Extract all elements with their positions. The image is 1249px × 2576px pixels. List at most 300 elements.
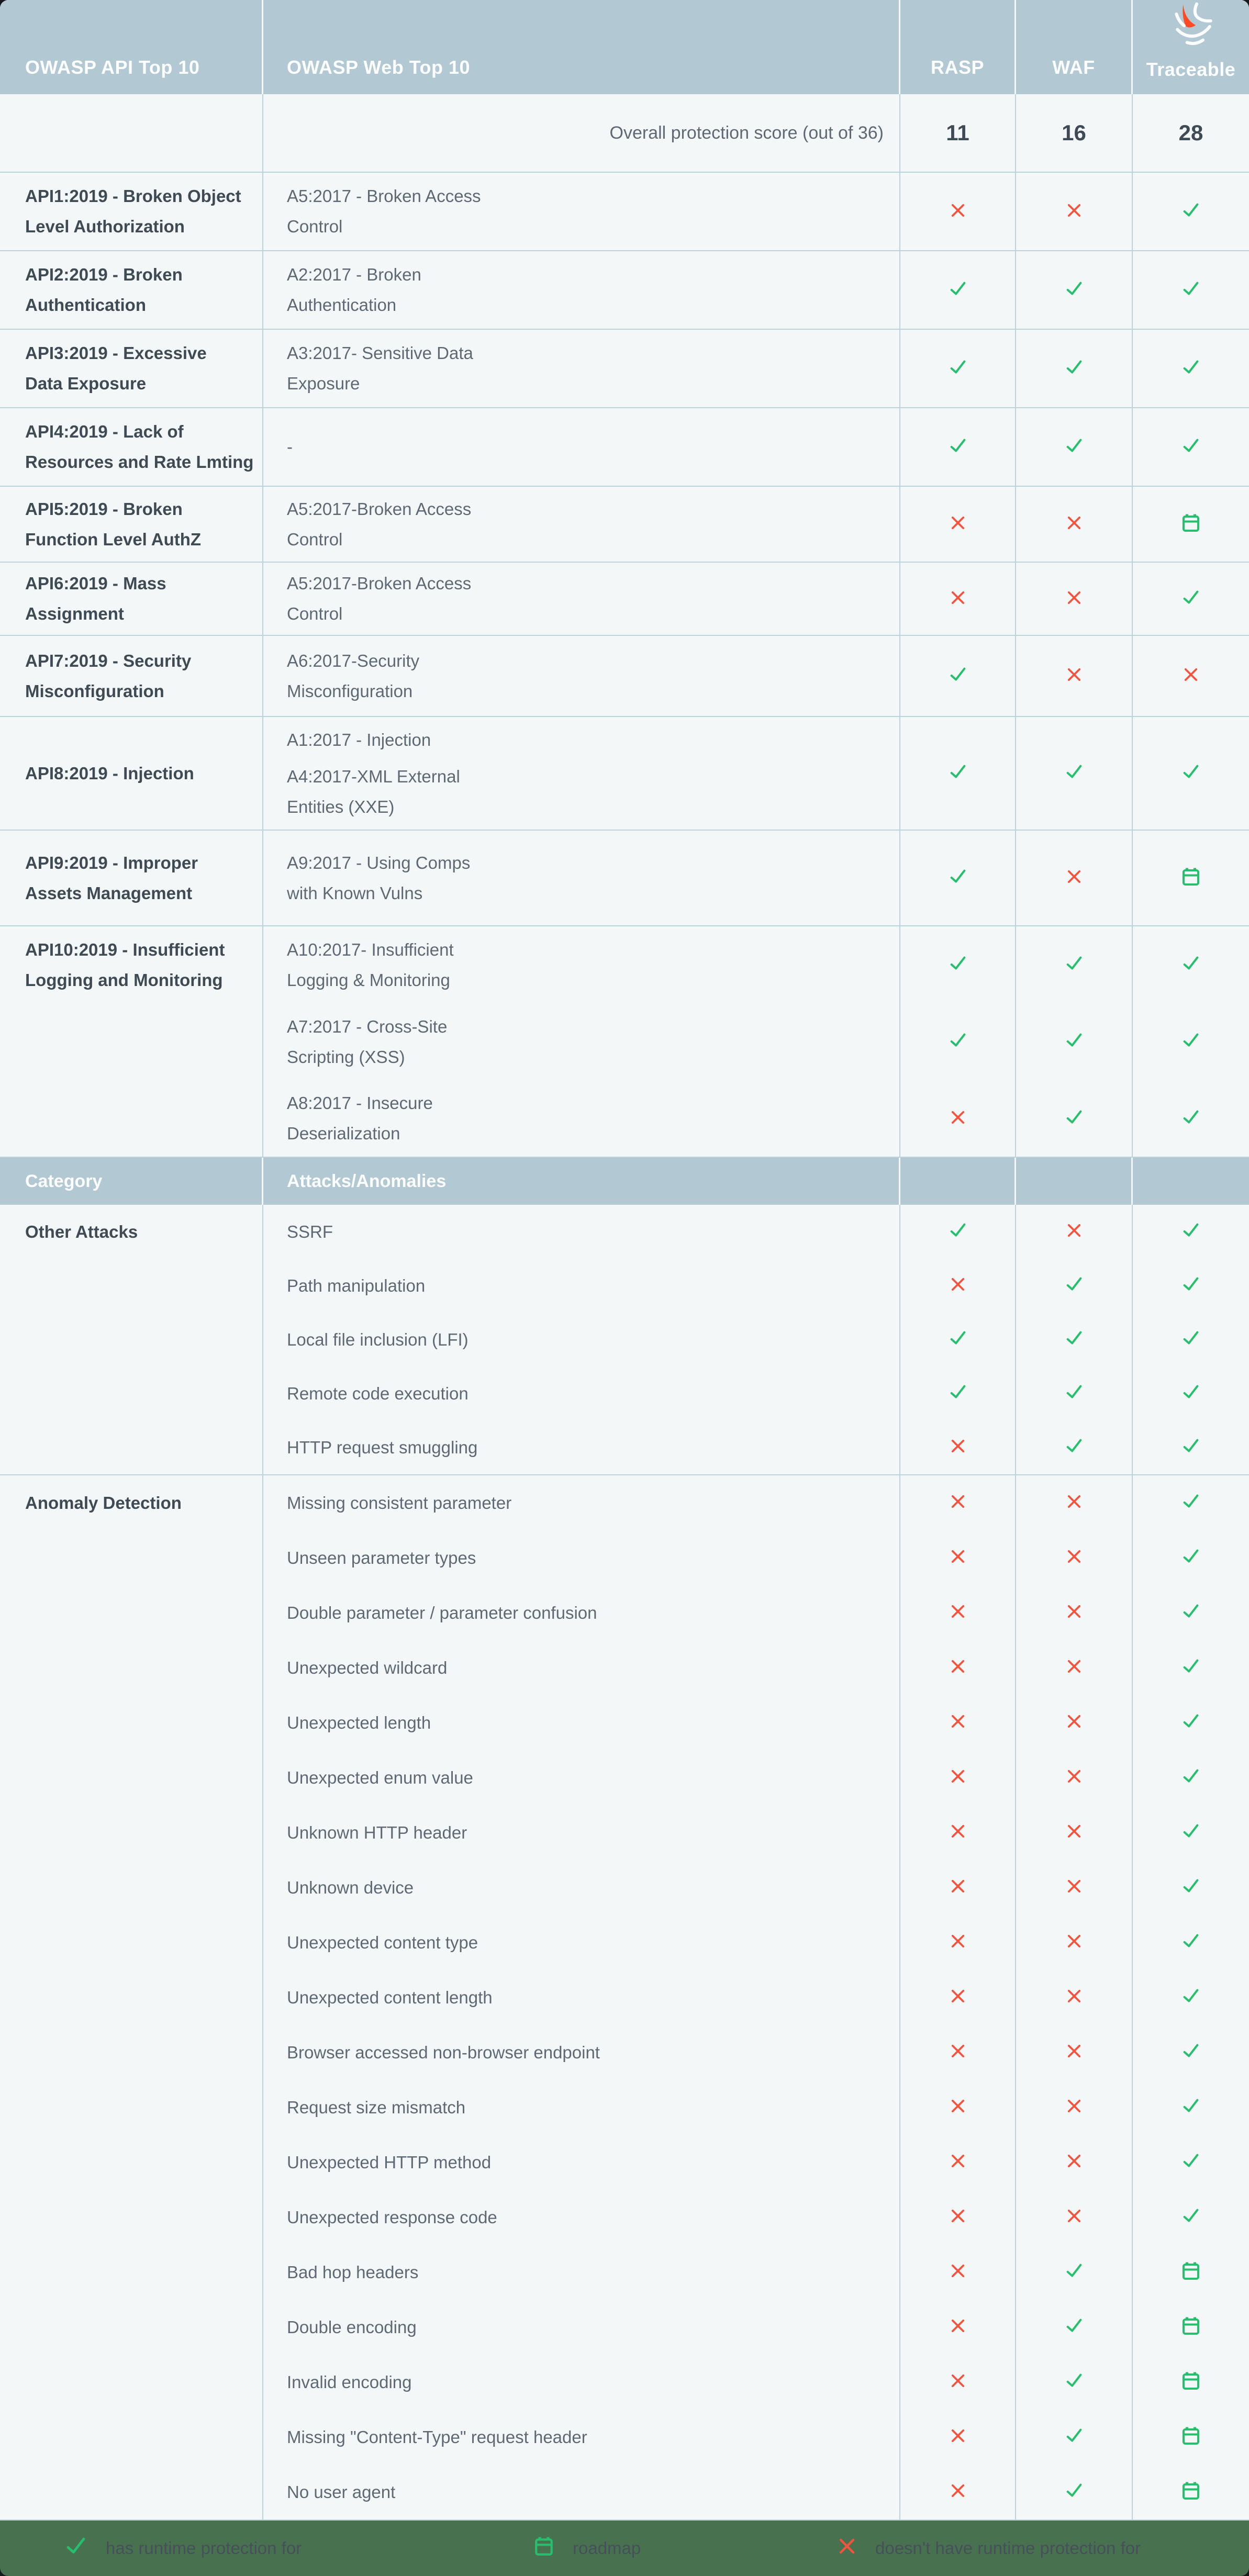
table-row-group [0,173,1249,251]
check-icon [1064,1107,1084,1130]
check-icon [1064,954,1084,976]
api-label: API10:2019 - Insufficient Logging and Monitoring [0,926,263,1157]
waf-mark [1016,1080,1133,1157]
check-icon [1181,1220,1201,1243]
traceable-mark [1133,926,1249,1003]
traceable-mark [1133,2190,1249,2245]
waf-mark [1016,926,1133,1003]
traceable-mark [1133,563,1249,635]
rasp-mark [900,2190,1016,2245]
traceable-header: Traceable [1146,59,1236,80]
attack-label: Invalid encoding [263,2355,900,2410]
table-row-group [0,831,1249,926]
cross-icon [949,2152,967,2172]
category-header-empty-rasp [900,1158,1016,1205]
cross-icon [949,2097,967,2118]
rasp-mark [900,1750,1016,1805]
header-cell-rasp [900,0,1016,94]
traceable-mark [1133,1970,1249,2025]
table-row-group [0,408,1249,487]
api-label: API8:2019 - Injection [0,717,263,830]
check-icon [1181,1436,1201,1459]
waf-mark [1016,1970,1133,2025]
traceable-mark [1133,1475,1249,1530]
rasp-mark [900,173,1016,250]
cross-icon [949,1987,967,2008]
traceable-mark [1133,1585,1249,1640]
check-icon [948,867,968,889]
legend-footer [0,2521,1249,2576]
check-icon [1181,1492,1201,1514]
traceable-mark [1133,408,1249,486]
attack-label: Unexpected content length [263,1970,900,2025]
rasp-mark [900,926,1016,1003]
table-header-row [0,0,1249,94]
rasp-mark [900,1003,1016,1080]
traceable-mark [1133,1313,1249,1367]
traceable-mark [1133,1530,1249,1585]
check-icon [1181,1821,1201,1844]
check-icon [948,1220,968,1243]
owasp-mapping-section [0,173,1249,1158]
check-icon [948,1031,968,1053]
waf-mark [1016,1585,1133,1640]
category-label: Other Attacks [0,1205,263,1474]
waf-mark [1016,1475,1133,1530]
attack-label: Request size mismatch [263,2080,900,2135]
attack-label: Unexpected content type [263,1915,900,1970]
cross-icon [1065,1822,1083,1843]
web-label: A6:2017-Security Misconfiguration [263,636,900,716]
waf-mark [1016,1313,1133,1367]
traceable-mark [1133,2300,1249,2355]
web-label: A8:2017 - Insecure Deserialization [263,1080,900,1157]
attack-label: Unseen parameter types [263,1530,900,1585]
cross-icon [1065,589,1083,609]
attack-label: Double parameter / parameter confusion [263,1585,900,1640]
api-label: API5:2019 - Broken Function Level AuthZ [0,487,263,562]
check-icon [948,357,968,380]
check-icon [948,436,968,458]
overall-score-label: Overall protection score (out of 36) [263,94,900,172]
cross-icon [1065,1712,1083,1733]
legend-roadmap-label: roadmap [573,2538,641,2558]
traceable-mark [1133,1003,1249,1080]
attack-label: Double encoding [263,2300,900,2355]
rasp-mark [900,1695,1016,1750]
category-header-empty-waf [1016,1158,1133,1205]
table-row-group [0,487,1249,563]
check-icon [1181,200,1201,223]
cross-icon [949,1877,967,1898]
cross-icon [949,2482,967,2502]
cross-icon [1065,1603,1083,1623]
roadmap-calendar-icon [533,2535,555,2561]
waf-mark [1016,2190,1133,2245]
traceable-mark [1133,2080,1249,2135]
waf-mark [1016,1860,1133,1915]
check-icon [1181,279,1201,301]
waf-mark [1016,831,1133,925]
attack-label: Browser accessed non-browser endpoint [263,2025,900,2080]
rasp-mark [900,251,1016,329]
traceable-mark [1133,1750,1249,1805]
traceable-mark [1133,831,1249,925]
check-icon [1181,1656,1201,1679]
waf-mark [1016,1750,1133,1805]
roadmap-calendar-icon [1180,2315,1201,2339]
table-row-group [0,636,1249,717]
waf-mark [1016,1420,1133,1474]
cross-icon [949,1493,967,1513]
check-icon [1064,1382,1084,1405]
waf-mark [1016,173,1133,250]
table-row-group [0,1205,1249,1475]
check-icon [1181,1382,1201,1405]
check-icon [1064,357,1084,380]
attack-label: Bad hop headers [263,2245,900,2300]
rasp-mark [900,2410,1016,2465]
cross-icon [837,2536,857,2561]
check-icon [1181,1931,1201,1954]
roadmap-calendar-icon [1180,866,1201,890]
roadmap-calendar-icon [1180,2260,1201,2284]
rasp-mark [900,1585,1016,1640]
web-label: A9:2017 - Using Comps with Known Vulns [263,831,900,925]
cross-icon [1065,1987,1083,2008]
check-icon [1181,2151,1201,2174]
check-icon [1181,1766,1201,1789]
legend-cross-item [837,2521,1141,2576]
traceable-mark [1133,717,1249,830]
header-cell-owasp-web [263,0,900,94]
cross-icon [949,2317,967,2337]
table-row-group [0,926,1249,1158]
category-header-cell [0,1158,263,1205]
roadmap-calendar-icon [1180,2425,1201,2449]
category-header-row [0,1158,1249,1205]
check-icon [1181,436,1201,458]
cross-icon [949,2427,967,2447]
api-label: API7:2019 - Security Misconfiguration [0,636,263,716]
waf-mark [1016,636,1133,716]
attack-label: Unexpected enum value [263,1750,900,1805]
cross-icon [949,1657,967,1678]
check-icon [948,665,968,687]
rasp-mark [900,2245,1016,2300]
check-icon [1181,954,1201,976]
traceable-mark [1133,2135,1249,2190]
traceable-mark [1133,1080,1249,1157]
cross-icon [1065,1493,1083,1513]
table-row-group [0,1475,1249,2521]
roadmap-calendar-icon [1180,512,1201,536]
cross-icon [1065,666,1083,686]
cross-icon [949,1822,967,1843]
cross-icon [949,1603,967,1623]
rasp-mark [900,2025,1016,2080]
web-label: A10:2017- Insufficient Logging & Monitoring [263,926,900,1003]
attack-label: Path manipulation [263,1259,900,1313]
category-header-empty-traceable [1133,1158,1249,1205]
traceable-mark [1133,2245,1249,2300]
check-icon [1064,2426,1084,2448]
rasp-mark [900,2135,1016,2190]
table-row-group [0,717,1249,831]
check-icon [1181,1601,1201,1624]
check-icon [948,1382,968,1405]
cross-icon [949,2372,967,2392]
web-label: A3:2017- Sensitive Data Exposure [263,330,900,407]
api-label: API4:2019 - Lack of Resources and Rate Lmting [0,408,263,486]
check-icon [1181,1328,1201,1351]
web-label: A2:2017 - Broken Authentication [263,251,900,329]
rasp-mark [900,2080,1016,2135]
cross-icon [1065,1222,1083,1242]
traceable-mark [1133,2025,1249,2080]
check-icon [1181,357,1201,380]
check-icon [1181,2206,1201,2228]
waf-mark [1016,487,1133,562]
waf-mark [1016,1205,1133,1259]
check-icon [1181,2096,1201,2119]
waf-score: 16 [1016,94,1133,172]
cross-icon [949,1712,967,1733]
check-icon [1064,2316,1084,2338]
traceable-mark [1133,2355,1249,2410]
attack-label: Remote code execution [263,1367,900,1420]
cross-icon [1182,666,1200,686]
cross-icon [1065,1932,1083,1953]
rasp-mark [900,487,1016,562]
attack-label: Unexpected length [263,1695,900,1750]
rasp-mark [900,563,1016,635]
owasp-api-top10-header: OWASP API Top 10 [25,57,200,78]
web-label: A7:2017 - Cross-Site Scripting (XSS) [263,1003,900,1080]
cross-icon [949,589,967,609]
waf-mark [1016,1915,1133,1970]
score-row-empty-cell [0,94,263,172]
rasp-score: 11 [900,94,1016,172]
attack-label: Unknown device [263,1860,900,1915]
rasp-mark [900,2355,1016,2410]
waf-mark [1016,1530,1133,1585]
cross-icon [1065,1657,1083,1678]
cross-icon [949,2262,967,2282]
check-icon [948,954,968,976]
waf-mark [1016,2025,1133,2080]
cross-icon [949,1932,967,1953]
waf-mark [1016,1003,1133,1080]
traceable-mark [1133,173,1249,250]
rasp-mark [900,1313,1016,1367]
cross-icon [1065,2042,1083,2063]
header-cell-waf [1016,0,1133,94]
traceable-mark [1133,1860,1249,1915]
check-icon [1064,1031,1084,1053]
waf-mark [1016,1640,1133,1695]
attack-label: No user agent [263,2465,900,2519]
check-icon [1181,2041,1201,2064]
cross-icon [1065,2097,1083,2118]
check-icon [64,2534,88,2562]
check-icon [1181,1107,1201,1130]
rasp-mark [900,1420,1016,1474]
traceable-mark [1133,636,1249,716]
attack-label: Local file inclusion (LFI) [263,1313,900,1367]
traceable-mark [1133,1695,1249,1750]
attack-categories-section [0,1205,1249,2521]
roadmap-calendar-icon [1180,2370,1201,2394]
check-icon [1064,1436,1084,1459]
waf-mark [1016,717,1133,830]
cross-icon [949,1548,967,1568]
legend-roadmap-item [533,2521,641,2576]
traceable-mark [1133,487,1249,562]
rasp-mark [900,1080,1016,1157]
check-icon [1064,279,1084,301]
traceable-logo-icon [1166,2,1216,52]
cross-icon [1065,2152,1083,2172]
cross-icon [1065,868,1083,888]
rasp-mark [900,1205,1016,1259]
traceable-mark [1133,1805,1249,1860]
overall-score-row [0,94,1249,173]
table-row-group [0,251,1249,330]
attack-label: Unexpected wildcard [263,1640,900,1695]
traceable-mark [1133,1205,1249,1259]
check-icon [1181,1711,1201,1734]
attack-label: Missing consistent parameter [263,1475,900,1530]
attack-label: SSRF [263,1205,900,1259]
waf-mark [1016,1367,1133,1420]
attack-label: HTTP request smuggling [263,1420,900,1474]
check-icon [1181,762,1201,785]
cross-icon [949,2207,967,2227]
attacks-anomalies-header-cell [263,1158,900,1205]
check-icon [1064,2371,1084,2393]
api-label: API6:2019 - Mass Assignment [0,563,263,635]
traceable-mark [1133,1915,1249,1970]
waf-mark [1016,1259,1133,1313]
traceable-mark [1133,251,1249,329]
cross-icon [1065,1767,1083,1788]
roadmap-calendar-icon [1180,2480,1201,2504]
cross-icon [1065,2207,1083,2227]
rasp-mark [900,1640,1016,1695]
legend-check-item [64,2521,302,2576]
api-label: API1:2019 - Broken Object Level Authorization [0,173,263,250]
rasp-mark [900,408,1016,486]
category-label: Anomaly Detection [0,1475,263,2519]
waf-header: WAF [1052,57,1095,78]
api-label: API2:2019 - Broken Authentication [0,251,263,329]
traceable-mark [1133,2410,1249,2465]
rasp-mark [900,1970,1016,2025]
waf-mark [1016,330,1133,407]
rasp-mark [900,2300,1016,2355]
cross-icon [949,1767,967,1788]
rasp-mark [900,330,1016,407]
web-label: A5:2017-Broken Access Control [263,487,900,562]
cross-icon [949,514,967,534]
cross-icon [1065,201,1083,222]
waf-mark [1016,2245,1133,2300]
check-icon [1064,1328,1084,1351]
check-icon [1181,1547,1201,1569]
check-icon [1181,1876,1201,1899]
rasp-mark [900,1805,1016,1860]
attack-label: Unknown HTTP header [263,1805,900,1860]
category-header-label: Category [25,1171,103,1191]
waf-mark [1016,2465,1133,2519]
waf-mark [1016,408,1133,486]
check-icon [1181,1274,1201,1297]
cross-icon [949,1275,967,1296]
waf-mark [1016,1805,1133,1860]
attack-label: Missing "Content-Type" request header [263,2410,900,2465]
check-icon [1064,2261,1084,2283]
rasp-mark [900,1475,1016,1530]
api-label: API9:2019 - Improper Assets Management [0,831,263,925]
attack-label: Unexpected response code [263,2190,900,2245]
cross-icon [1065,514,1083,534]
traceable-mark [1133,1420,1249,1474]
check-icon [1181,588,1201,610]
waf-mark [1016,2135,1133,2190]
cross-icon [949,2042,967,2063]
rasp-mark [900,2465,1016,2519]
rasp-mark [900,1860,1016,1915]
cross-icon [949,1108,967,1129]
check-icon [948,279,968,301]
check-icon [1064,762,1084,785]
check-icon [1064,1274,1084,1297]
web-label: - [263,408,900,486]
table-row-group [0,563,1249,636]
waf-mark [1016,2080,1133,2135]
table-row-group [0,330,1249,408]
header-cell-owasp-api [0,0,263,94]
cross-icon [1065,1877,1083,1898]
header-cell-traceable [1133,0,1249,94]
cross-icon [1065,1548,1083,1568]
waf-mark [1016,2355,1133,2410]
traceable-score: 28 [1178,120,1203,145]
attacks-anomalies-header-label: Attacks/Anomalies [287,1171,447,1191]
check-icon [1064,436,1084,458]
web-label: A5:2017-Broken Access Control [263,563,900,635]
web-label: A5:2017 - Broken Access Control [263,173,900,250]
waf-mark [1016,251,1133,329]
rasp-mark [900,636,1016,716]
check-icon [1064,2481,1084,2503]
traceable-mark [1133,1640,1249,1695]
cross-icon [949,201,967,222]
check-icon [948,1328,968,1351]
traceable-mark [1133,1367,1249,1420]
rasp-mark [900,717,1016,830]
waf-mark [1016,2300,1133,2355]
waf-mark [1016,1695,1133,1750]
cross-icon [949,1437,967,1458]
rasp-mark [900,1367,1016,1420]
traceable-mark [1133,1259,1249,1313]
rasp-mark [900,1259,1016,1313]
waf-mark [1016,563,1133,635]
check-icon [1181,1031,1201,1053]
rasp-mark [900,831,1016,925]
